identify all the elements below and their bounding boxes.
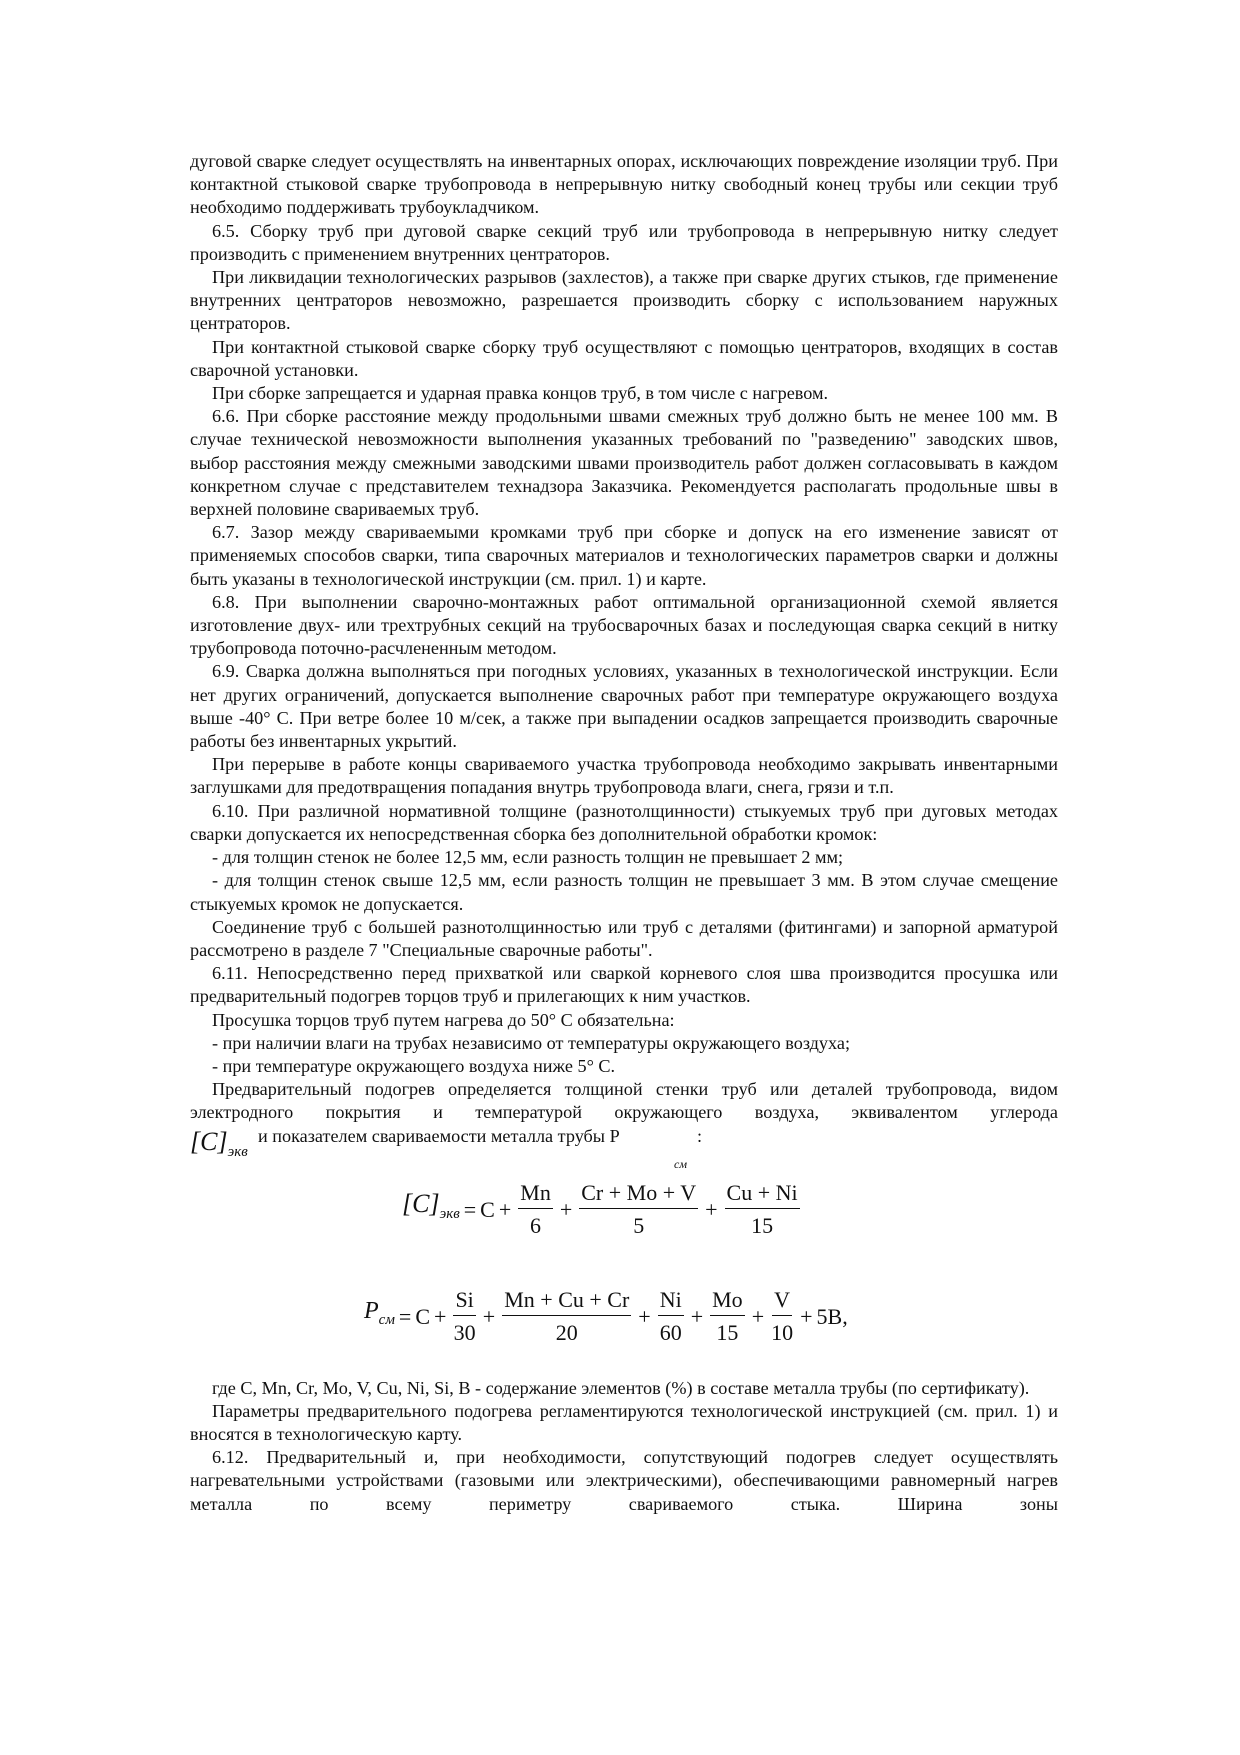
formula2-plus-5: + bbox=[751, 1303, 765, 1329]
list-item-temperature: - при температуре окружающего воздуха ниже 5° С. bbox=[212, 1055, 616, 1076]
p-subscript: см bbox=[674, 1156, 687, 1171]
paragraph-p1: дуговой сварке следует осуществлять на инвентарных опорах, исключающих повреждение изоляции труб. При контактной стыковой сварке трубопровода в непрерывную нитку свободный конец трубы или секции труб необходимо поддерживать трубоукладчиком. bbox=[190, 151, 1058, 218]
paragraph-elements-definition: где С, Mn, Cr, Mo, V, Cu, Ni, Si, B - содержание элементов (%) в составе металла трубы (по сертификату). bbox=[212, 1377, 1030, 1398]
formula1-plus-1: + bbox=[498, 1196, 512, 1222]
paragraph-6-11: 6.11. Непосредственно перед прихваткой или сваркой корневого слоя шва производится просушка или предварительный подогрев торцов труб и прилегающих к ним участков. bbox=[190, 963, 1058, 1007]
formula1-plus-3: + bbox=[705, 1196, 718, 1222]
formula2-equals: = bbox=[398, 1303, 412, 1329]
formula1-fraction-cu-ni: $\frac{Cu + Ni}{15}$ bbox=[726, 1180, 798, 1239]
formula1-fraction-mn: $\frac{Mn}{6}$ bbox=[520, 1180, 551, 1239]
formula1-equals: = bbox=[463, 1196, 477, 1222]
list-item-moisture: - при наличии влаги на трубах независимо от температуры окружающего воздуха; bbox=[212, 1032, 851, 1053]
paragraph-p16: Просушка торцов труб путем нагрева до 50° С обязательна: bbox=[212, 1009, 675, 1030]
formula2-fraction-v: $\frac{V}{10}$ bbox=[771, 1287, 794, 1346]
formula2-plus-4: + bbox=[690, 1303, 704, 1329]
paragraph-p19: Предварительный подогрев определяется толщиной стенки труб или деталей трубопровода, видом электродного покрытия и температурой окружающего воздуха, эквивалентом углерода bbox=[190, 1079, 1058, 1123]
formula2-plus-2: + bbox=[482, 1303, 496, 1329]
paragraph-6-10: 6.10. При различной нормативной толщине (разнотолщинности) стыкуемых труб при дуговых методах сварки допускается их непосредственная сборка без дополнительной обработки кромок: bbox=[190, 800, 1058, 844]
inline-line-colon: : bbox=[697, 1125, 703, 1146]
formula2-plus-3: + bbox=[638, 1303, 651, 1329]
paragraph-6-5: 6.5. Сборку труб при дуговой сварке секций труб или трубопровода в непрерывную нитку следует производить с применением внутренних центраторов. bbox=[190, 220, 1058, 264]
paragraph-6-12: 6.12. Предварительный и, при необходимости, сопутствующий подогрев следует осуществлять нагревательными устройствами (газовыми или электрическими), обеспечивающими равномерный нагрев металла по всему периметру свариваемого стыка. Ширина зоны bbox=[190, 1447, 1058, 1514]
formula2-plus-6: + bbox=[800, 1303, 813, 1329]
formula2-tail: 5B, bbox=[816, 1303, 848, 1329]
carbon-equivalent-symbol: $[C]_{экв}$ bbox=[190, 1126, 248, 1160]
formula-weldability-index bbox=[364, 1281, 1058, 1353]
inline-line-text: и показателем свариваемости металла трубы Р bbox=[258, 1125, 620, 1146]
paragraph-p5: При сборке запрещается и ударная правка концов труб, в том числе с нагревом. bbox=[212, 383, 829, 404]
paragraph-p4: При контактной стыковой сварке сборку труб осуществляют с помощью центраторов, входящих в состав сварочной установки. bbox=[190, 336, 1058, 380]
paragraph-p10: При перерыве в работе концы свариваемого участка трубопровода необходимо закрывать инвентарными заглушками для предотвращения попадания внутрь трубопровода влаги, снега, грязи и т.п. bbox=[190, 754, 1058, 798]
text-block-top bbox=[190, 150, 1058, 1125]
inline-formula-line bbox=[190, 1125, 1058, 1169]
formula2-c: C bbox=[415, 1303, 431, 1329]
formula2-plus-1: + bbox=[434, 1303, 447, 1329]
paragraph-6-8: 6.8. При выполнении сварочно-монтажных работ оптимальной организационной схемой является изготовление двух- или трехтрубных секций на трубосварочных базах и последующая сварка секций в нитку трубопровода поточно-расчлененным методом. bbox=[190, 591, 1058, 659]
document-page bbox=[190, 150, 1058, 1516]
list-item-thickness-1: - для толщин стенок не более 12,5 мм, если разность толщин не превышает 2 мм; bbox=[212, 847, 844, 868]
formula-carbon-equivalent bbox=[402, 1175, 1058, 1245]
formula1-plus-2: + bbox=[559, 1196, 573, 1222]
formula2-fraction-si: $\frac{Si}{30}$ bbox=[453, 1287, 476, 1346]
formula2-lhs: $P_{см}$ bbox=[364, 1298, 395, 1329]
paragraph-p14: Соединение труб с большей разнотолщинностью или труб с деталями (фитингами) и запорной арматурой рассмотрено в разделе 7 "Специальные сварочные работы". bbox=[190, 916, 1058, 960]
paragraph-preheat-parameters: Параметры предварительного подогрева регламентируются технологической инструкцией (см. прил. 1) и вносятся в технологическую карту. bbox=[190, 1400, 1058, 1444]
formula2-fraction-mo: $\frac{Mo}{15}$ bbox=[712, 1287, 743, 1346]
formula2-fraction-ni: $\frac{Ni}{60}$ bbox=[659, 1287, 682, 1346]
text-block-bottom bbox=[190, 1377, 1058, 1516]
formula1-c: C bbox=[480, 1196, 495, 1222]
formula1-fraction-cr-mo-v: $\frac{Cr + Mo + V}{5}$ bbox=[581, 1180, 697, 1239]
paragraph-6-6: 6.6. При сборке расстояние между продольными швами смежных труб должно быть не менее 100 мм. В случае технической невозможности выполнения указанных требований по "разведению" заводских швов, выбор расстояния между смежными заводскими швами производитель работ должен согласовывать в каждом конкретном случае с представителем технадзора Заказчика. Рекомендуется располагать продольные швы в верхней половине свариваемых труб. bbox=[190, 406, 1058, 520]
paragraph-6-9: 6.9. Сварка должна выполняться при погодных условиях, указанных в технологической инструкции. Если нет других ограничений, допускается выполнение сварочных работ при температуре окружающего воздуха выше -40° С. При ветре более 10 м/сек, а также при выпадении осадков запрещается производить сварочные работы без инвентарных укрытий. bbox=[190, 661, 1058, 752]
formula1-lhs: $[C]_{экв}$ bbox=[402, 1189, 460, 1223]
paragraph-6-7: 6.7. Зазор между свариваемыми кромками труб при сборке и допуск на его изменение зависят от применяемых способов сварки, типа сварочных материалов и технологических параметров сварки и должны быть указаны в технологической инструкции (см. прил. 1) и карте. bbox=[190, 522, 1058, 589]
formula2-fraction-mn-cu-cr: $\frac{Mn + Cu + Cr}{20}$ bbox=[504, 1287, 630, 1346]
paragraph-p3: При ликвидации технологических разрывов (захлестов), а также при сварке других стыков, где применение внутренних центраторов невозможно, разрешается производить сборку с использованием наружных центраторов. bbox=[190, 267, 1058, 334]
list-item-thickness-2: - для толщин стенок свыше 12,5 мм, если разность толщин не превышает 3 мм. В этом случае смещение стыкуемых кромок не допускается. bbox=[190, 870, 1058, 914]
